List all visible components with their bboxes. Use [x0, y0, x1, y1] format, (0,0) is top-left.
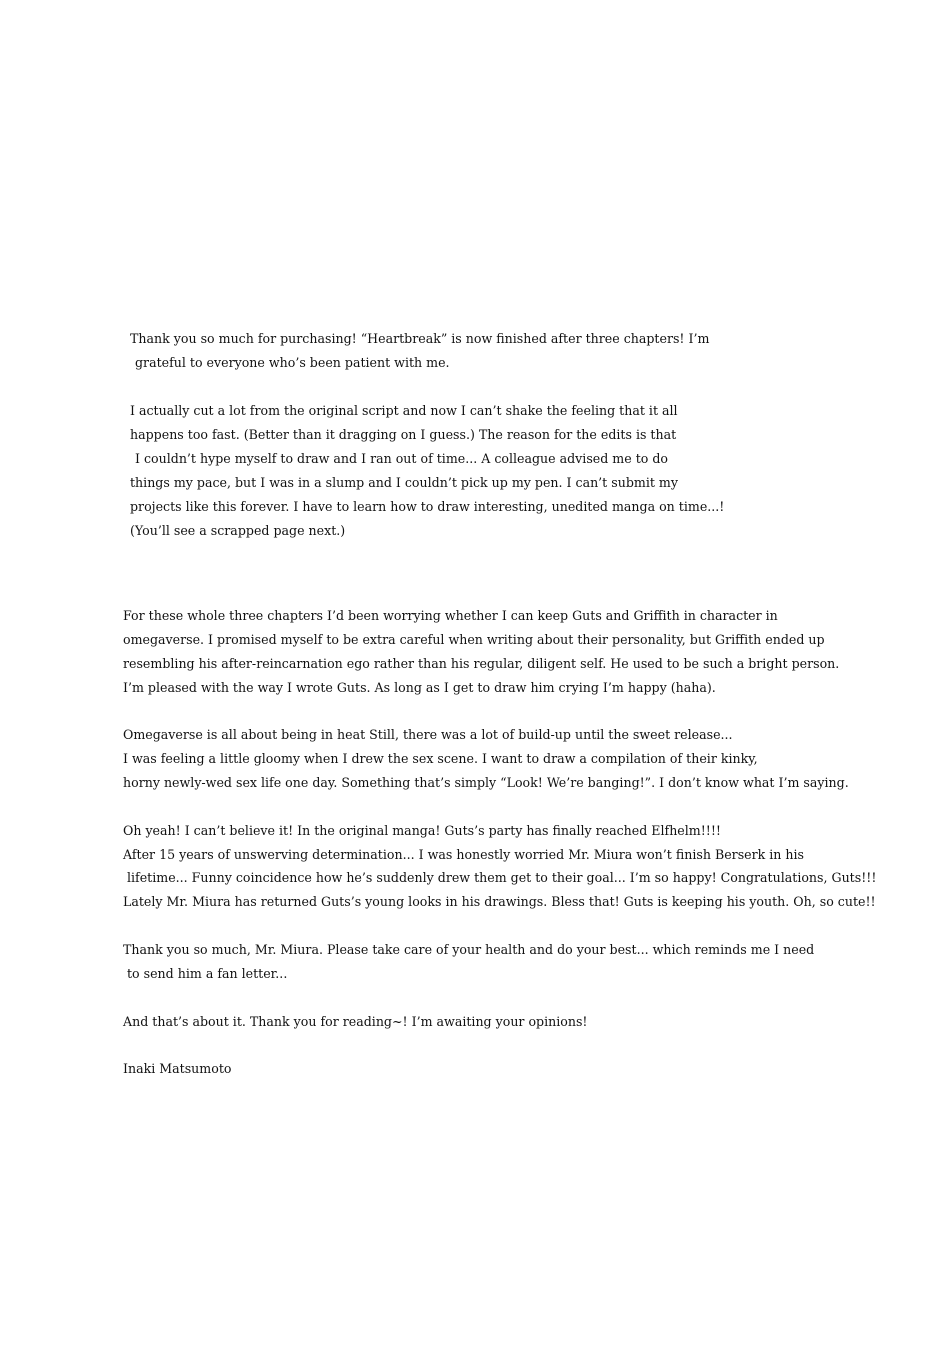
text-line: projects like this forever. I have to learn how to draw interesting, unedited manga on time...!: [130, 499, 725, 514]
text-line: Thank you so much, Mr. Miura. Please take care of your health and do your best... which reminds me I need: [123, 942, 815, 957]
text-line: things my pace, but I was in a slump and I couldn’t pick up my pen. I can’t submit my: [130, 475, 678, 490]
text-line: I’m pleased with the way I wrote Guts. As long as I get to draw him crying I’m happy (haha).: [123, 680, 716, 695]
text-line: I was feeling a little gloomy when I drew the sex scene. I want to draw a compilation of their kinky,: [123, 751, 758, 766]
text-line: resembling his after-reincarnation ego rather than his regular, diligent self. He used to be such a bright person.: [123, 656, 840, 671]
text-line: I actually cut a lot from the original script and now I can’t shake the feeling that it all: [130, 403, 678, 418]
text-line: Oh yeah! I can’t believe it! In the original manga! Guts’s party has finally reached Elfhelm!!!!: [123, 823, 721, 838]
text-line: After 15 years of unswerving determination... I was honestly worried Mr. Miura won’t finish Berserk in his: [123, 847, 805, 862]
text-line: (You’ll see a scrapped page next.): [130, 523, 346, 538]
text-line: I couldn’t hype myself to draw and I ran out of time... A colleague advised me to do: [135, 451, 668, 466]
text-line: Thank you so much for purchasing! “Heartbreak” is now finished after three chapters! I’m: [130, 331, 710, 346]
text-line: happens too fast. (Better than it dragging on I guess.) The reason for the edits is that: [130, 427, 677, 442]
text-line: horny newly-wed sex life one day. Something that’s simply “Look! We’re banging!”. I don’t know what I’m saying.: [123, 775, 849, 790]
text-line: For these whole three chapters I’d been worrying whether I can keep Guts and Griffith in character in: [123, 608, 778, 623]
text-line: to send him a fan letter...: [127, 966, 288, 981]
text-line: omegaverse. I promised myself to be extra careful when writing about their personality, but Griffith ended up: [123, 632, 825, 647]
text-line: Lately Mr. Miura has returned Guts’s young looks in his drawings. Bless that! Guts is keeping his youth. Oh, so cute!!: [123, 894, 876, 909]
text-line: grateful to everyone who’s been patient with me.: [135, 355, 450, 370]
text-line: And that’s about it. Thank you for reading~! I’m awaiting your opinions!: [123, 1014, 588, 1029]
text-line: lifetime... Funny coincidence how he’s suddenly drew them get to their goal... I’m so happy! Congratulations, Guts!!!: [127, 870, 877, 885]
text-line: Omegaverse is all about being in heat Still, there was a lot of build-up until the sweet release...: [123, 727, 733, 742]
author-signature: Inaki Matsumoto: [123, 1061, 232, 1076]
